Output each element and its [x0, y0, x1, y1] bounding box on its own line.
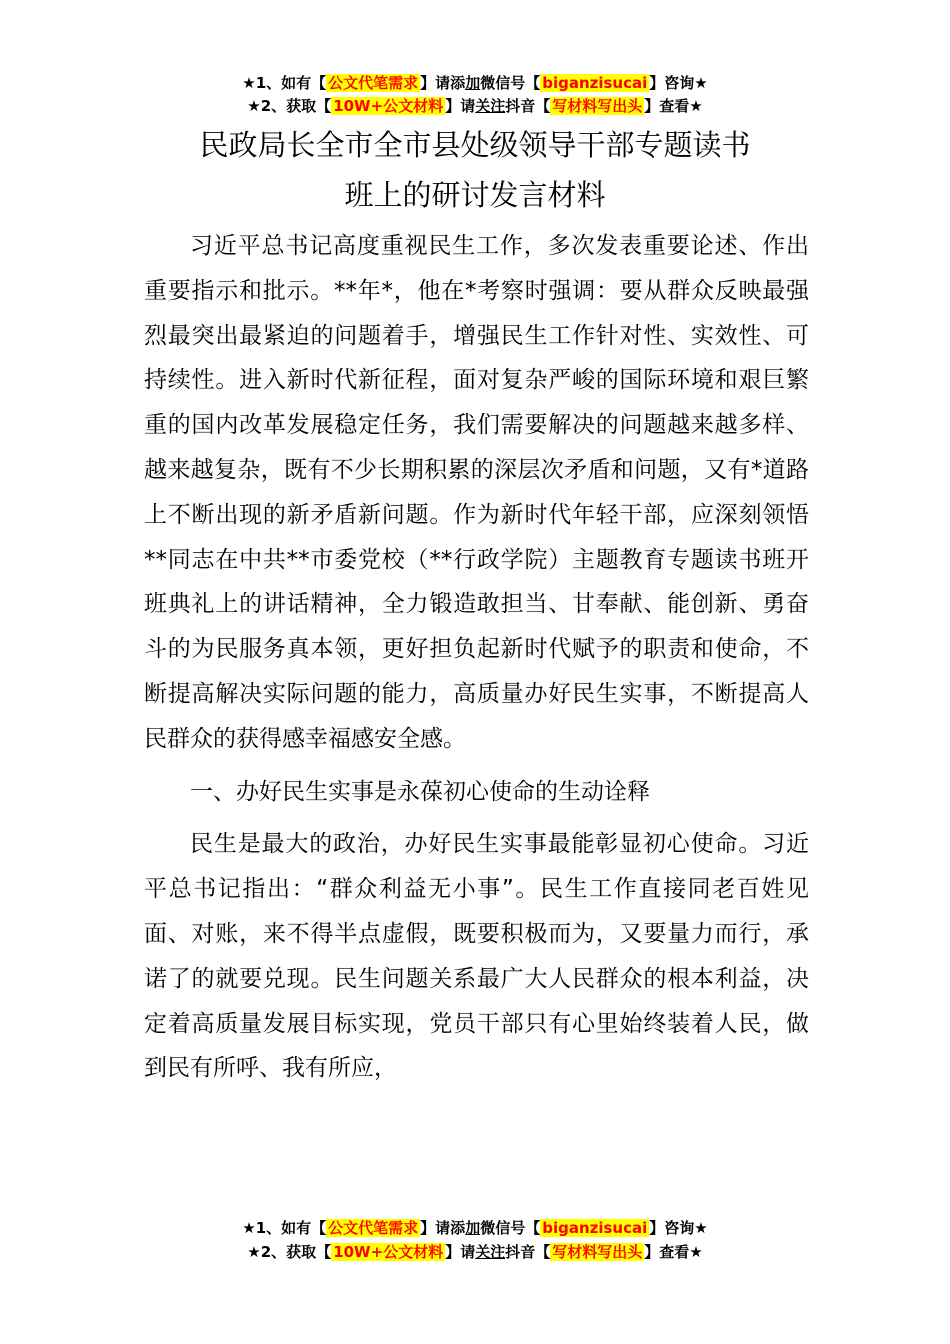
ad-highlight-service: 公文代笔需求 [328, 1219, 419, 1237]
paragraph-gap [144, 762, 809, 770]
ad-highlight-wechat-id: biganzisucai [542, 74, 648, 92]
ad-highlight-douyin: 写材料写出头 [552, 1243, 643, 1261]
title-line-2: 班上的研讨发言材料 [344, 178, 606, 212]
ad-highlight-materials: 10W+公文材料 [333, 1243, 444, 1261]
ad-text: 】查看★ [644, 97, 703, 115]
document-title [0, 120, 950, 220]
bottom-ad-line-1 [0, 1217, 950, 1239]
bottom-ad-line-2 [0, 1241, 950, 1263]
title-line-1: 民政局长全市全市县处级领导干部专题读书 [199, 128, 751, 162]
ad-text: 】咨询★ [649, 1219, 708, 1237]
paragraph-section-1: 民生是最大的政治，办好民生实事最能彰显初心使命。习近平总书记指出：“群众利益无小事”。民生工作直接同老百姓见面、对账，来不得半点虚假，既要积极而为，又要量力而行，承诺了的就要兑现。民生问题关系最广大人民群众的根本利益，决定着高质量发展目标实现，党员干部只有心里始终装着人民，做到民有所呼、我有所应， [144, 831, 809, 1082]
ad-text: 】请 [445, 97, 476, 115]
ad-highlight-douyin: 写材料写出头 [552, 97, 643, 115]
ad-text-underlined: 关注 [475, 1243, 506, 1261]
ad-text-underlined: 关注 [475, 97, 506, 115]
paragraph-intro: 习近平总书记高度重视民生工作，多次发表重要论述、作出重要指示和批示。**年*，他在*考察时强调：要从群众反映最强烈最突出最紧迫的问题着手，增强民生工作针对性、实效性、可持续性。进入新时代新征程，面对复杂严峻的国际环境和艰巨繁重的国内改革发展稳定任务，我们需要解决的问题越来越多样、越来越复杂，既有不少长期积累的深层次矛盾和问题，又有*道路上不断出现的新矛盾新问题。作为新时代年轻干部，应深刻领悟**同志在中共**市委党校（**行政学院）主题教育专题读书班开班典礼上的讲话精神，全力锻造敢担当、甘奉献、能创新、勇奋斗的为民服务真本领，更好担负起新时代赋予的职责和使命，不断提高解决实际问题的能力，高质量办好民生实事，不断提高人民群众的获得感幸福感安全感。 [144, 233, 809, 752]
ad-highlight-materials: 10W+公文材料 [333, 97, 444, 115]
ad-text: 】请 [445, 1243, 476, 1261]
section-heading-1: 一、办好民生实事是永葆初心使命的生动诠释 [190, 778, 650, 805]
ad-text: 】咨询★ [649, 74, 708, 92]
ad-text: ★2、获取【 [247, 97, 332, 115]
top-ad-line-1 [0, 72, 950, 94]
ad-text-underlined: 加 [465, 74, 481, 92]
ad-text: 】请添 [420, 74, 466, 92]
ad-text-underlined: 加 [465, 1219, 481, 1237]
ad-text: 】查看★ [644, 1243, 703, 1261]
ad-text: 抖音【 [505, 97, 551, 115]
ad-text: 微信号【 [480, 1219, 541, 1237]
ad-text: 微信号【 [480, 74, 541, 92]
document-body [144, 224, 809, 1091]
ad-text: 】请添 [420, 1219, 466, 1237]
ad-highlight-service: 公文代笔需求 [328, 74, 419, 92]
top-ad-line-2 [0, 95, 950, 117]
paragraph-gap [144, 814, 809, 822]
ad-text: 抖音【 [505, 1243, 551, 1261]
ad-highlight-wechat-id: biganzisucai [542, 1219, 648, 1237]
ad-text: ★1、如有【 [242, 1219, 327, 1237]
ad-text: ★2、获取【 [247, 1243, 332, 1261]
ad-text: ★1、如有【 [242, 74, 327, 92]
